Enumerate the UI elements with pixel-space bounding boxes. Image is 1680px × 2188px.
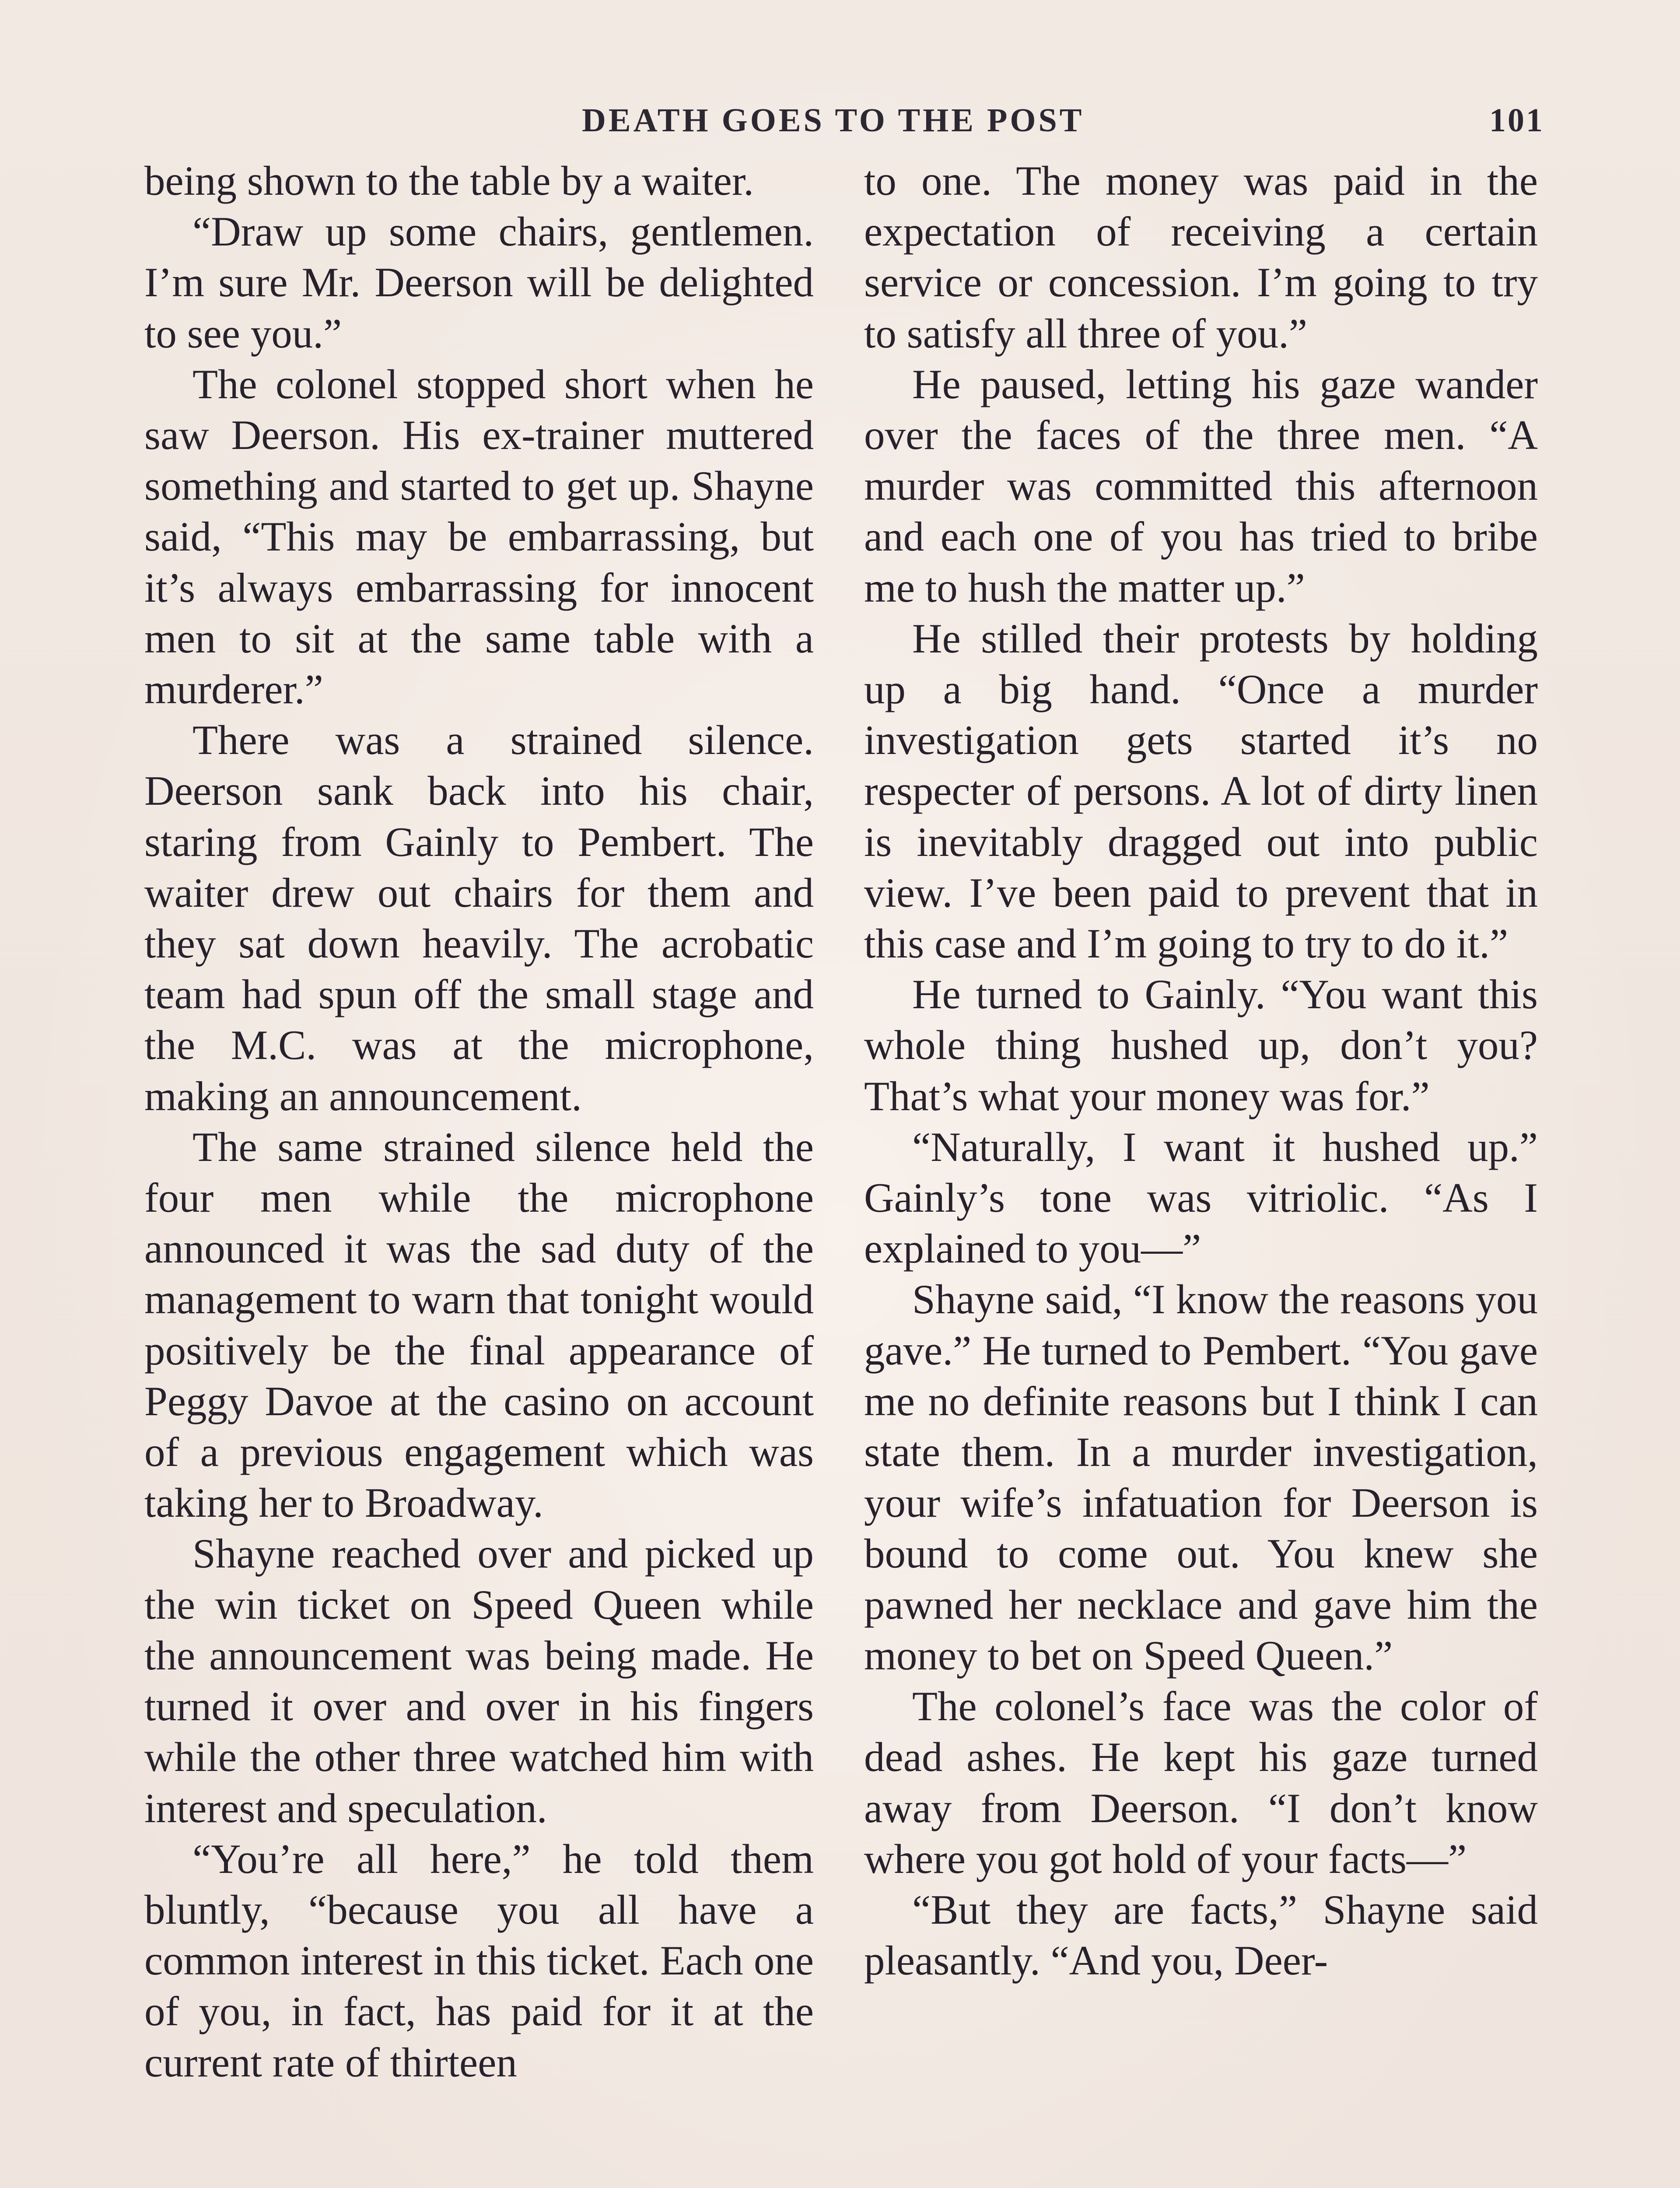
paragraph: There was a strained silence. Deerson sank back into his chair, staring from Gainly to Pembert. The waiter drew out chairs for them and they sat down heavily. The acrobatic team had spun off the small stage and the M.C. was at the microphone, making an announcement. — [144, 717, 814, 1119]
paragraph: He stilled their protests by holding up a big hand. “Once a murder investigation gets started it’s no respecter of persons. A lot of dirty linen is inevitably dragged out into public view. I’ve been paid to prevent that in this case and I’m going to try to do it.” — [864, 615, 1538, 967]
paragraph: Shayne said, “I know the reasons you gave.” He turned to Pembert. “You gave me no definite reasons but I think I can state them. In a murder investigation, your wife’s infatuation for Deerson is bound to come out. You knew she pawned her necklace and gave him the money to bet on Speed Queen.” — [864, 1276, 1538, 1679]
paragraph: Shayne reached over and picked up the win ticket on Speed Queen while the announcement was being made. He turned it over and over in his fingers while the other three watched him with interest and speculation. — [144, 1530, 814, 1831]
paragraph: The colonel stopped short when he saw Deerson. His ex-trainer muttered something and started to get up. Shayne said, “This may be embarrassing, but it’s always embarrassing for innocent men to sit at the same table with a murderer.” — [144, 361, 814, 713]
page-header — [144, 102, 1544, 150]
paragraph: being shown to the table by a waiter. — [144, 158, 754, 204]
paragraph: The colonel’s face was the color of dead ashes. He kept his gaze turned away from Deerson. “I don’t know where you got hold of your facts—” — [864, 1683, 1538, 1882]
text-column-right — [864, 155, 1538, 1986]
paragraph: “You’re all here,” he told them bluntly, “because you all have a common interest in this ticket. Each one of you, in fact, has paid for it at the current rate of thirteen — [144, 1835, 814, 2086]
paragraph: He turned to Gainly. “You want this whole thing hushed up, don’t you? That’s what your money was for.” — [864, 971, 1538, 1119]
paragraph: The same strained silence held the four men while the microphone announced it was the sad duty of the management to warn that tonight would positively be the final appearance of Peggy Davoe at the casino on account of a previous engagement which was taking her to Broadway. — [144, 1123, 814, 1526]
paragraph: to one. The money was paid in the expectation of receiving a certain service or concession. I’m going to try to satisfy all three of you.” — [864, 158, 1538, 357]
paragraph: “But they are facts,” Shayne said pleasantly. “And you, Deer- — [864, 1886, 1538, 1984]
paragraph: He paused, letting his gaze wander over the faces of the three men. “A murder was committed this afternoon and each one of you has tried to bribe me to hush the matter up.” — [864, 361, 1538, 611]
paragraph: “Draw up some chairs, gentlemen. I’m sure Mr. Deerson will be delighted to see you.” — [144, 208, 814, 357]
paragraph: “Naturally, I want it hushed up.” Gainly’s tone was vitriolic. “As I explained to you—” — [864, 1123, 1538, 1272]
running-head: DEATH GOES TO THE POST — [582, 102, 1085, 139]
page-number: 101 — [1489, 102, 1544, 139]
text-column-left — [144, 155, 814, 2088]
